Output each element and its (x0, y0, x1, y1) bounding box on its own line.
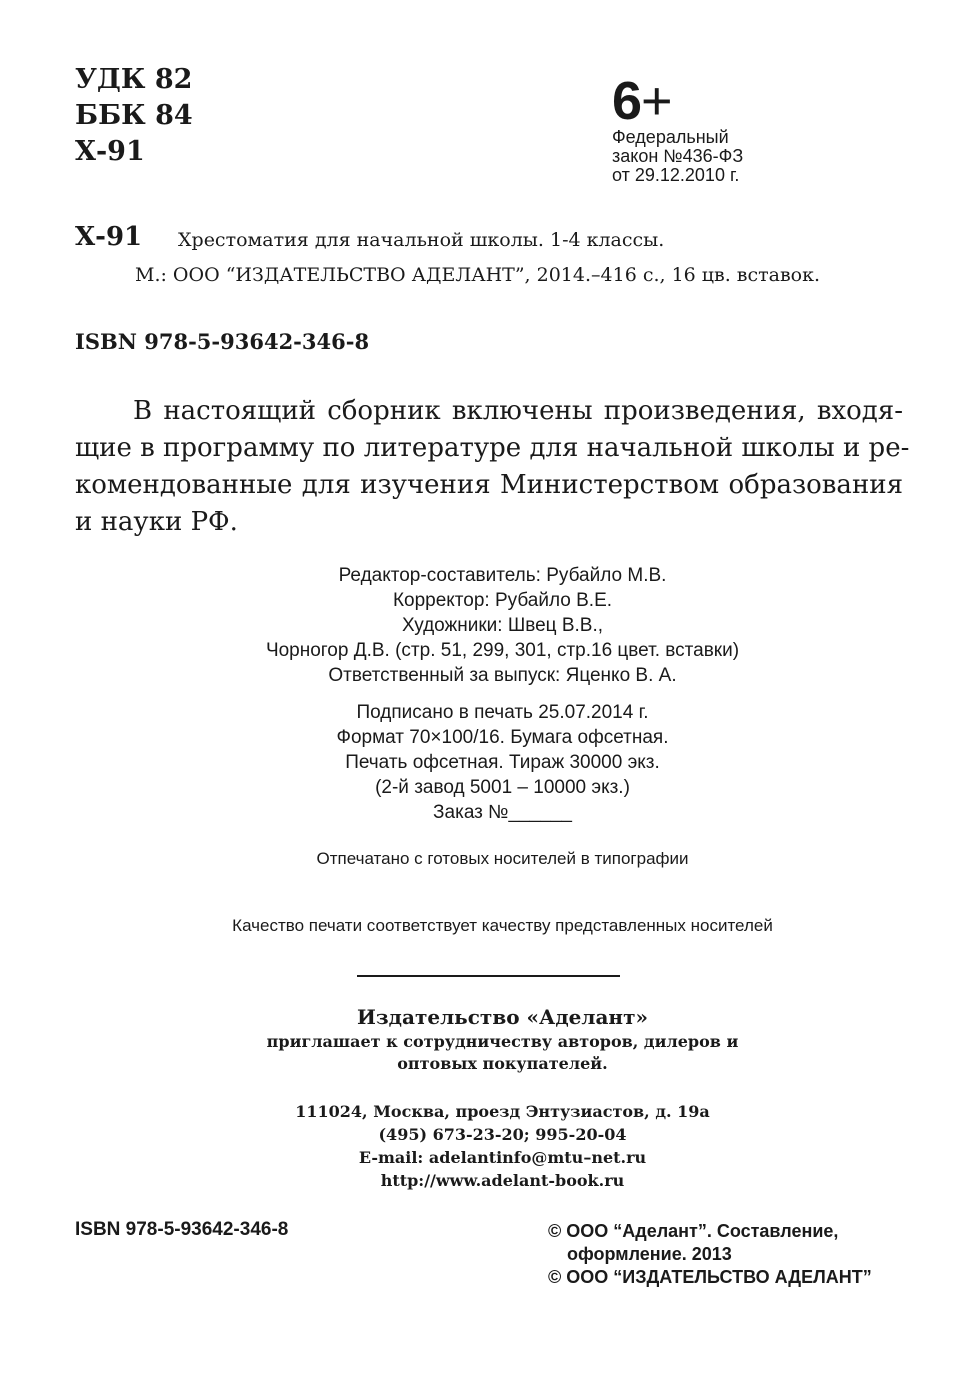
isbn-bottom: ISBN 978-5-93642-346-8 (75, 1219, 289, 1240)
printed-note: Отпечатано с готовых носителей в типографии (316, 849, 689, 868)
print-type: Печать офсетная. Тираж 30000 экз. (345, 752, 660, 773)
divider (357, 975, 620, 977)
law-line-2: закон №436-ФЗ (612, 146, 744, 166)
credit-artists: Художники: Швец В.В., (401, 615, 604, 636)
copyright-block (548, 1220, 872, 1289)
law-line-3: от 29.12.2010 г. (612, 165, 740, 185)
isbn-top: ISBN 978-5-93642-346-8 (75, 329, 370, 354)
copyright-line-2: оформление. 2013 (567, 1244, 732, 1264)
print-order: Заказ №______ (433, 802, 572, 823)
entry-title: Хрестоматия для начальной школы. 1-4 классы. (178, 229, 665, 251)
publisher-invite-2: оптовых покупателей. (397, 1054, 608, 1073)
contact-address: 111024, Москва, проезд Энтузиастов, д. 19а (295, 1102, 710, 1121)
credit-responsible: Ответственный за выпуск: Яценко В. А. (328, 665, 677, 686)
classification-block (75, 62, 193, 170)
entry-publication: М.: ООО “ИЗДАТЕЛЬСТВО АДЕЛАНТ”, 2014.–416 с., 16 цв. вставок. (135, 264, 821, 286)
credit-editor: Редактор-составитель: Рубайло М.В. (338, 565, 667, 586)
bbk-code: ББК 84 (75, 100, 193, 131)
quality-note: Качество печати соответствует качеству представленных носителей (232, 916, 773, 935)
annotation-line-2: щие в программу по литературе для начальной школы и ре- (75, 433, 910, 463)
print-info (180, 700, 825, 825)
print-signed: Подписано в печать 25.07.2014 г. (356, 702, 649, 723)
annotation-line-1: В настоящий сборник включены произведения, входя- (133, 396, 903, 426)
copyright-line-1: © ООО “Аделант”. Составление, (548, 1221, 839, 1241)
contact-email: E-mail: adelantinfo@mtu–net.ru (358, 1148, 647, 1167)
age-rating-mark (612, 73, 743, 129)
age-rating-number: 6 (612, 71, 642, 131)
annotation-line-3: комендованные для изучения Министерством образования (75, 470, 903, 500)
annotation (75, 393, 910, 541)
udk-code: УДК 82 (75, 64, 193, 95)
author-mark: Х-91 (75, 136, 145, 167)
credits (180, 563, 825, 688)
publisher-invite-1: приглашает к сотрудничеству авторов, дилеров и (266, 1032, 739, 1051)
contacts-block (180, 1100, 825, 1192)
credit-corrector: Корректор: Рубайло В.Е. (392, 590, 613, 611)
law-line-1: Федеральный (612, 127, 729, 147)
contact-website: http://www.adelant-book.ru (380, 1171, 625, 1190)
annotation-line-4: и науки РФ. (75, 507, 238, 537)
print-run: (2-й завод 5001 – 10000 экз.) (375, 777, 630, 798)
copyright-line-3: © ООО “ИЗДАТЕЛЬСТВО АДЕЛАНТ” (548, 1267, 872, 1287)
credit-artists-2: Чорногор Д.В. (стр. 51, 299, 301, стр.16 цвет. вставки) (265, 640, 740, 661)
entry-code: Х-91 (75, 222, 143, 252)
contact-phone: (495) 673-23-20; 995-20-04 (378, 1125, 627, 1144)
publisher-block (180, 1003, 825, 1075)
publisher-name: Издательство «Аделант» (357, 1005, 648, 1029)
age-rating (612, 73, 743, 186)
print-format: Формат 70×100/16. Бумага офсетная. (336, 727, 669, 748)
age-rating-plus: + (641, 71, 672, 131)
